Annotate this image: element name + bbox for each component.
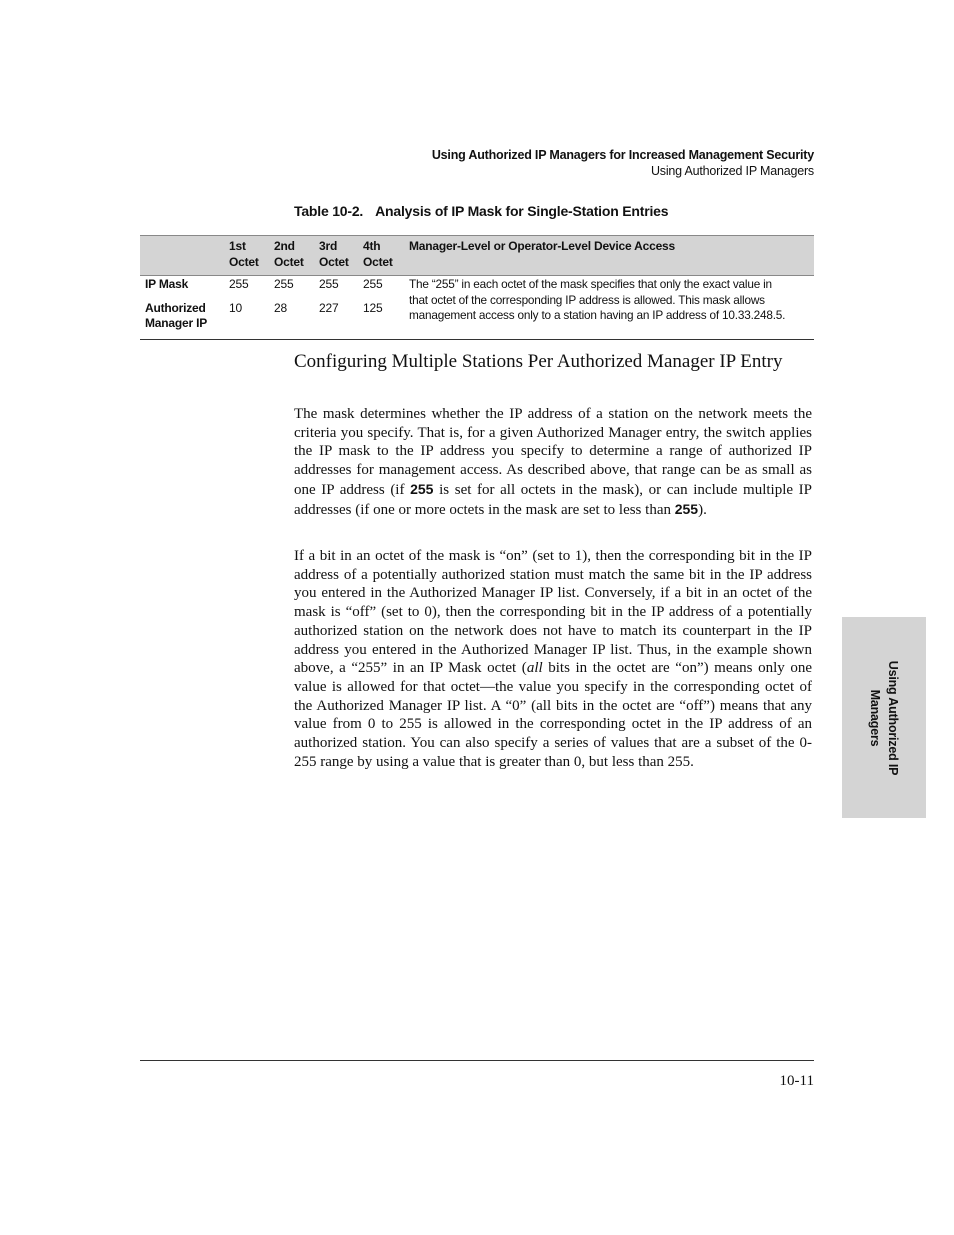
manager-ip-octet-1: 10 — [229, 301, 242, 315]
ip-mask-table — [140, 235, 814, 340]
running-header-chapter: Using Authorized IP Managers for Increased Management Security — [431, 148, 814, 162]
inline-value-255: 255 — [410, 480, 434, 497]
header-octet-2-line1: 2nd — [274, 239, 295, 253]
section-heading: Configuring Multiple Stations Per Authorized Manager IP Entry — [294, 351, 783, 372]
ip-mask-octet-1: 255 — [229, 277, 249, 291]
header-octet-2 — [274, 238, 304, 270]
inline-value-255: 255 — [674, 500, 699, 517]
table-caption — [294, 203, 668, 219]
row-label-line2: Manager IP — [145, 316, 208, 330]
header-octet-2-line2: Octet — [274, 255, 304, 269]
footer-rule — [140, 1060, 814, 1061]
header-octet-3-line1: 3rd — [319, 239, 338, 253]
header-octet-4-line2: Octet — [363, 255, 393, 269]
ip-mask-octet-3: 255 — [319, 277, 339, 291]
page-number: 10-11 — [779, 1073, 814, 1089]
paragraph-mask-overview — [294, 405, 812, 519]
emphasis-all: all — [526, 660, 543, 677]
header-octet-1-line1: 1st — [229, 239, 246, 253]
access-description-line: The “255” in each octet of the mask specifies that only the exact value in — [409, 277, 772, 291]
manager-ip-octet-3: 227 — [319, 301, 339, 315]
header-octet-1-line2: Octet — [229, 255, 259, 269]
access-description-line: that octet of the corresponding IP address is allowed. This mask allows — [409, 292, 765, 307]
manager-ip-octet-4: 125 — [363, 301, 383, 315]
table-caption-number: Table 10-2. — [294, 203, 364, 219]
manager-ip-octet-2: 28 — [274, 301, 287, 315]
running-header-section: Using Authorized IP Managers — [650, 164, 814, 178]
paragraph-text: ). — [698, 501, 707, 518]
chapter-thumb-tab — [842, 617, 926, 818]
table-caption-title: Analysis of IP Mask for Single-Station Entries — [375, 203, 669, 219]
row-label-authorized-manager-ip — [145, 301, 207, 331]
paragraph-mask-bits — [294, 547, 812, 771]
access-description-line: management access only to a station having an IP address of 10.33.248.5. — [409, 308, 786, 323]
ip-mask-octet-4: 255 — [363, 277, 383, 291]
thumb-tab-line2: Managers — [868, 689, 882, 746]
ip-mask-octet-2: 255 — [274, 277, 294, 291]
header-octet-3-line2: Octet — [319, 255, 349, 269]
row-label-line1: Authorized — [145, 301, 206, 315]
paragraph-text: is set for all octets in the mask), or can include multiple IP addresses (if one or more octets in the mask are set to less than — [294, 481, 812, 518]
header-octet-1 — [229, 238, 259, 270]
header-octet-4 — [363, 238, 393, 270]
table-header-row — [140, 235, 814, 276]
paragraph-text: If a bit in an octet of the mask is “on” (set to 1), then the corresponding bit in the IP address of a potentially authorized station must match the same bit in the IP address you entered in the Authorized Manager IP list. Conversely, if a bit in an octet of the mask is “off” (set to 0), then the corresponding bit in the IP address of a potentially authorized station on the network does not have to match its counterpart in the IP address you entered in the Authorized Manager IP list. Thus, in the example shown above, a “255” in an IP Mask octet ( — [294, 548, 812, 677]
header-octet-4-line1: 4th — [363, 239, 381, 253]
row-label-ip-mask: IP Mask — [145, 277, 189, 291]
table-body — [140, 276, 814, 340]
paragraph-text: bits in the octet are “on”) means only one value is allowed for that octet—the value you specify in the corresponding octet of the Authorized Manager IP list. A “0” (all bits in the octet are “off”) means that any value from 0 to 255 is allowed in the corresponding octet in the IP address of an authorized station. You can also specify a series of values that are a subset of the 0-255 range by using a value that is greater than 0, but less than 255. — [294, 660, 812, 770]
header-access: Manager-Level or Operator-Level Device Access — [409, 239, 676, 253]
thumb-tab-line1: Using Authorized IP — [886, 660, 900, 775]
access-description — [409, 277, 814, 324]
chapter-thumb-tab-label — [866, 623, 902, 813]
paragraph-text: The mask determines whether the IP address of a station on the network meets the criteria you specify. That is, for a given Authorized Manager entry, the switch applies the IP mask to the IP address you specify to determine a range of authorized IP addresses for management access. As described above, that range can be as small as one IP address (if — [294, 406, 812, 498]
header-octet-3 — [319, 238, 349, 270]
